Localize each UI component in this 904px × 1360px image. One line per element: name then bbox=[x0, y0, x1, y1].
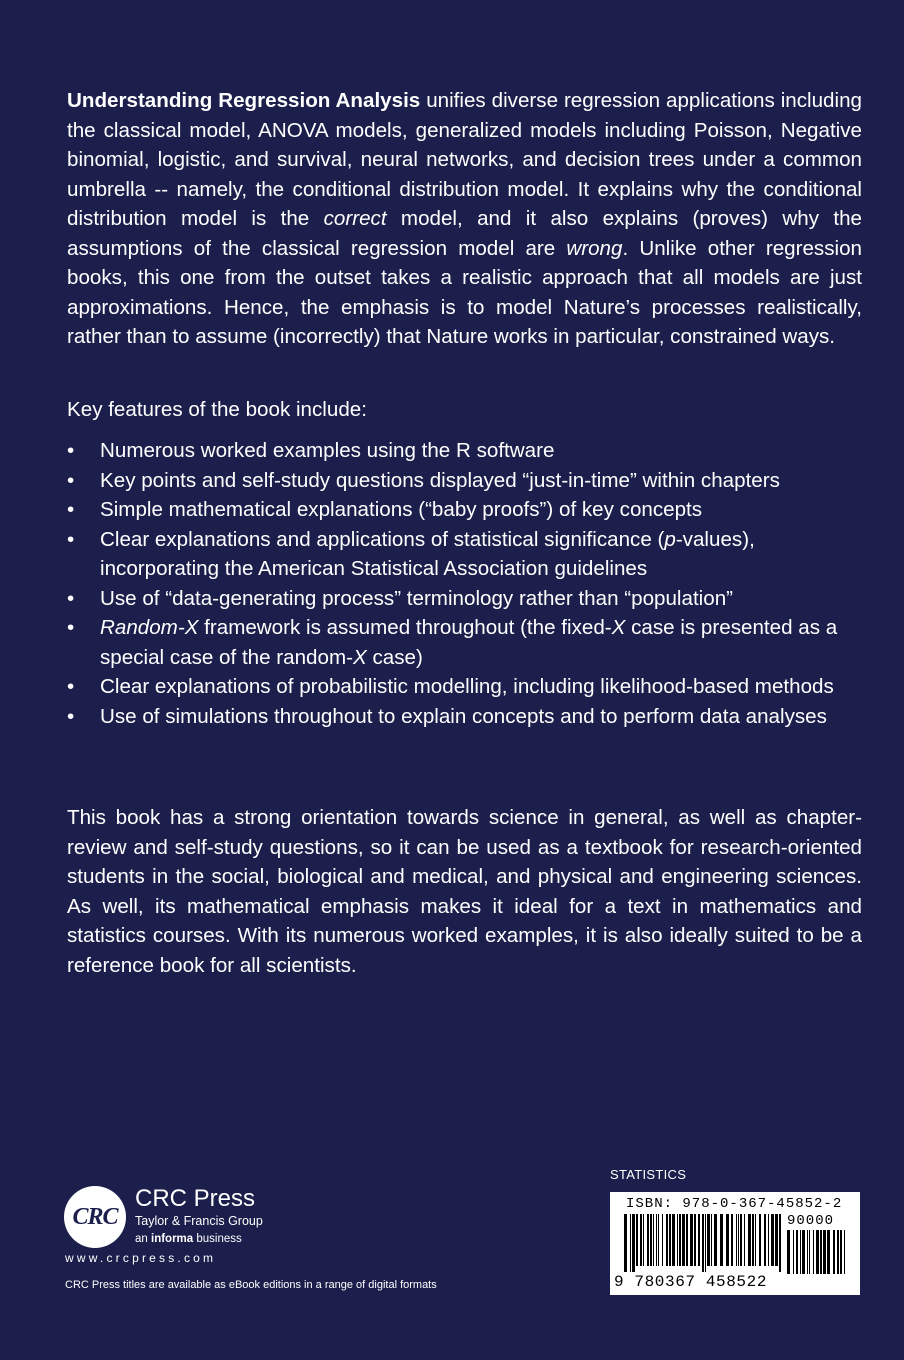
features-heading: Key features of the book include: bbox=[67, 398, 367, 421]
barcode-bar bbox=[759, 1214, 761, 1266]
feature-text: Clear explanations and applications of statistical significance ( bbox=[100, 527, 665, 551]
feature-text: Simple mathematical explanations (“baby proofs”) of key concepts bbox=[100, 498, 703, 521]
barcode-bar bbox=[787, 1230, 790, 1274]
barcode-bar bbox=[682, 1214, 685, 1266]
publisher-url[interactable]: www.crcpress.com bbox=[65, 1251, 217, 1265]
barcode-bar bbox=[702, 1214, 704, 1272]
barcode-bar bbox=[740, 1214, 742, 1266]
barcode-bar bbox=[731, 1214, 733, 1266]
barcode-bar bbox=[650, 1214, 652, 1266]
barcode-bar bbox=[775, 1214, 778, 1266]
barcode-bar bbox=[647, 1214, 649, 1266]
barcode-bar bbox=[662, 1214, 663, 1266]
barcode-bar bbox=[694, 1214, 696, 1266]
barcode-bar bbox=[820, 1230, 822, 1274]
barcode-bar bbox=[636, 1214, 638, 1266]
list-item bbox=[67, 584, 867, 614]
feature-italic: X bbox=[352, 645, 367, 669]
barcode-bar bbox=[813, 1230, 814, 1274]
barcode-bar bbox=[771, 1214, 774, 1266]
barcode-bar bbox=[823, 1230, 826, 1274]
feature-text: framework is assumed throughout (the fixed- bbox=[198, 616, 612, 639]
publisher-group: Taylor & Francis Group bbox=[135, 1214, 263, 1228]
barcode-bar bbox=[630, 1214, 631, 1272]
publisher-name: CRC Press bbox=[135, 1185, 256, 1212]
barcode-bar bbox=[744, 1214, 745, 1266]
publisher-business bbox=[135, 1232, 242, 1246]
barcode-bar bbox=[711, 1214, 712, 1266]
description-text: . Unlike other regression books, this one from the outset takes a realistic approach that all models are just approximations. Hence, the emphasis is to model Nature’s processes realistically, rather than to assume (incorrectly) that Nature works in particular, constrained ways. bbox=[67, 236, 862, 348]
barcode-bar bbox=[755, 1214, 756, 1266]
barcode-bar bbox=[844, 1230, 845, 1274]
ebook-note: CRC Press titles are available as eBook editions in a range of digital formats bbox=[65, 1279, 437, 1291]
barcode-bar bbox=[809, 1230, 810, 1274]
barcode-bar bbox=[827, 1230, 830, 1274]
barcode-bar bbox=[677, 1214, 678, 1266]
barcode-bar bbox=[640, 1214, 642, 1266]
isbn-text: ISBN: 978-0-367-45852-2 bbox=[626, 1196, 843, 1212]
barcode-bar bbox=[736, 1214, 737, 1266]
category-label: STATISTICS bbox=[610, 1167, 687, 1182]
features-list bbox=[67, 436, 867, 731]
biz-text: business bbox=[193, 1233, 242, 1245]
barcode-bar bbox=[840, 1230, 842, 1274]
barcode-bar bbox=[679, 1214, 681, 1266]
barcode-bar bbox=[738, 1214, 739, 1266]
barcode-bar bbox=[686, 1214, 688, 1266]
description bbox=[67, 86, 862, 352]
feature-text: Numerous worked examples using the R software bbox=[100, 439, 555, 462]
barcode-bar bbox=[720, 1214, 723, 1266]
barcode bbox=[610, 1192, 860, 1295]
description-paragraph bbox=[67, 86, 862, 352]
list-item bbox=[67, 436, 867, 466]
barcode-bar bbox=[672, 1214, 675, 1266]
barcode-bar bbox=[624, 1214, 627, 1272]
barcode-bar bbox=[669, 1214, 671, 1266]
barcode-bar bbox=[632, 1214, 635, 1272]
closing-paragraph: This book has a strong orientation towards science in general, as well as chapter-review and self-study questions, so it can be used as a textbook for research-oriented students in the social, biological and medical, and physical and engineering sciences. As well, its mathematical emphasis makes it ideal for a text in mathematics and statistics courses. With its numerous worked examples, it is also ideally suited to be a reference book for all scientists. bbox=[67, 806, 862, 977]
barcode-bar bbox=[698, 1214, 700, 1266]
logo-text: CRC bbox=[72, 1203, 118, 1230]
barcode-bar bbox=[643, 1214, 644, 1266]
feature-text: -values), incorporating the American Statistical Association guidelines bbox=[100, 527, 755, 580]
barcode-bar bbox=[748, 1214, 751, 1266]
barcode-bar bbox=[658, 1214, 659, 1266]
feature-text: Clear explanations of probabilistic modelling, including likelihood-based methods bbox=[100, 675, 834, 698]
barcode-bar bbox=[705, 1214, 706, 1272]
barcode-bars bbox=[624, 1214, 782, 1272]
barcode-bar bbox=[768, 1214, 769, 1266]
emphasis-wrong: wrong bbox=[566, 236, 623, 260]
barcode-bar bbox=[816, 1230, 819, 1274]
feature-text: Use of simulations throughout to explain concepts and to perform data analyses bbox=[100, 704, 827, 728]
addon-bars bbox=[787, 1230, 849, 1280]
barcode-bar bbox=[837, 1230, 839, 1274]
barcode-bar bbox=[807, 1230, 808, 1274]
barcode-bar bbox=[656, 1214, 657, 1266]
barcode-bar bbox=[779, 1214, 781, 1272]
list-item bbox=[67, 466, 867, 496]
barcode-bar bbox=[653, 1214, 654, 1266]
list-item bbox=[67, 525, 867, 584]
emphasis-correct: correct bbox=[323, 207, 387, 230]
list-item bbox=[67, 495, 867, 525]
barcode-bar bbox=[800, 1230, 801, 1274]
list-item bbox=[67, 672, 867, 702]
barcode-bar bbox=[666, 1214, 668, 1266]
price-addon-text: 90000 bbox=[787, 1213, 835, 1229]
barcode-bar bbox=[802, 1230, 805, 1274]
crc-logo bbox=[64, 1186, 126, 1248]
feature-italic: X bbox=[611, 616, 626, 639]
barcode-digits: 9 780367 458522 bbox=[614, 1273, 768, 1291]
feature-text: Key points and self-study questions displayed “just-in-time” within chapters bbox=[100, 468, 780, 492]
list-item bbox=[67, 702, 867, 732]
feature-italic: p bbox=[664, 527, 676, 551]
barcode-bar bbox=[764, 1214, 766, 1266]
barcode-bar bbox=[793, 1230, 794, 1274]
biz-text: an bbox=[135, 1233, 151, 1245]
description-text: model, and it also explains (proves) why the assumptions of the classical regression model are bbox=[67, 207, 862, 260]
barcode-bar bbox=[707, 1214, 710, 1266]
barcode-bar bbox=[690, 1214, 693, 1266]
barcode-bar bbox=[833, 1230, 835, 1274]
feature-text: Use of “data-generating process” terminology rather than “population” bbox=[100, 586, 734, 610]
book-title: Understanding Regression Analysis bbox=[67, 89, 421, 112]
barcode-bar bbox=[796, 1230, 798, 1274]
barcode-bar bbox=[726, 1214, 729, 1266]
barcode-bar bbox=[714, 1214, 717, 1266]
description-text: unifies diverse regression applications including the classical model, ANOVA models, generalized models including Poisson, Negative binomial, logistic, and survival, neural networks, and decision trees under a common umbrella -- namely, the conditional distribution model. It explains why the conditional distribution model is the bbox=[67, 89, 862, 230]
barcode-bar bbox=[752, 1214, 754, 1266]
list-item bbox=[67, 613, 867, 672]
feature-text: case) bbox=[366, 645, 423, 669]
feature-text: case is presented as a special case of the random- bbox=[100, 616, 838, 669]
biz-brand: informa bbox=[151, 1233, 194, 1245]
feature-italic: Random-X bbox=[100, 616, 199, 639]
